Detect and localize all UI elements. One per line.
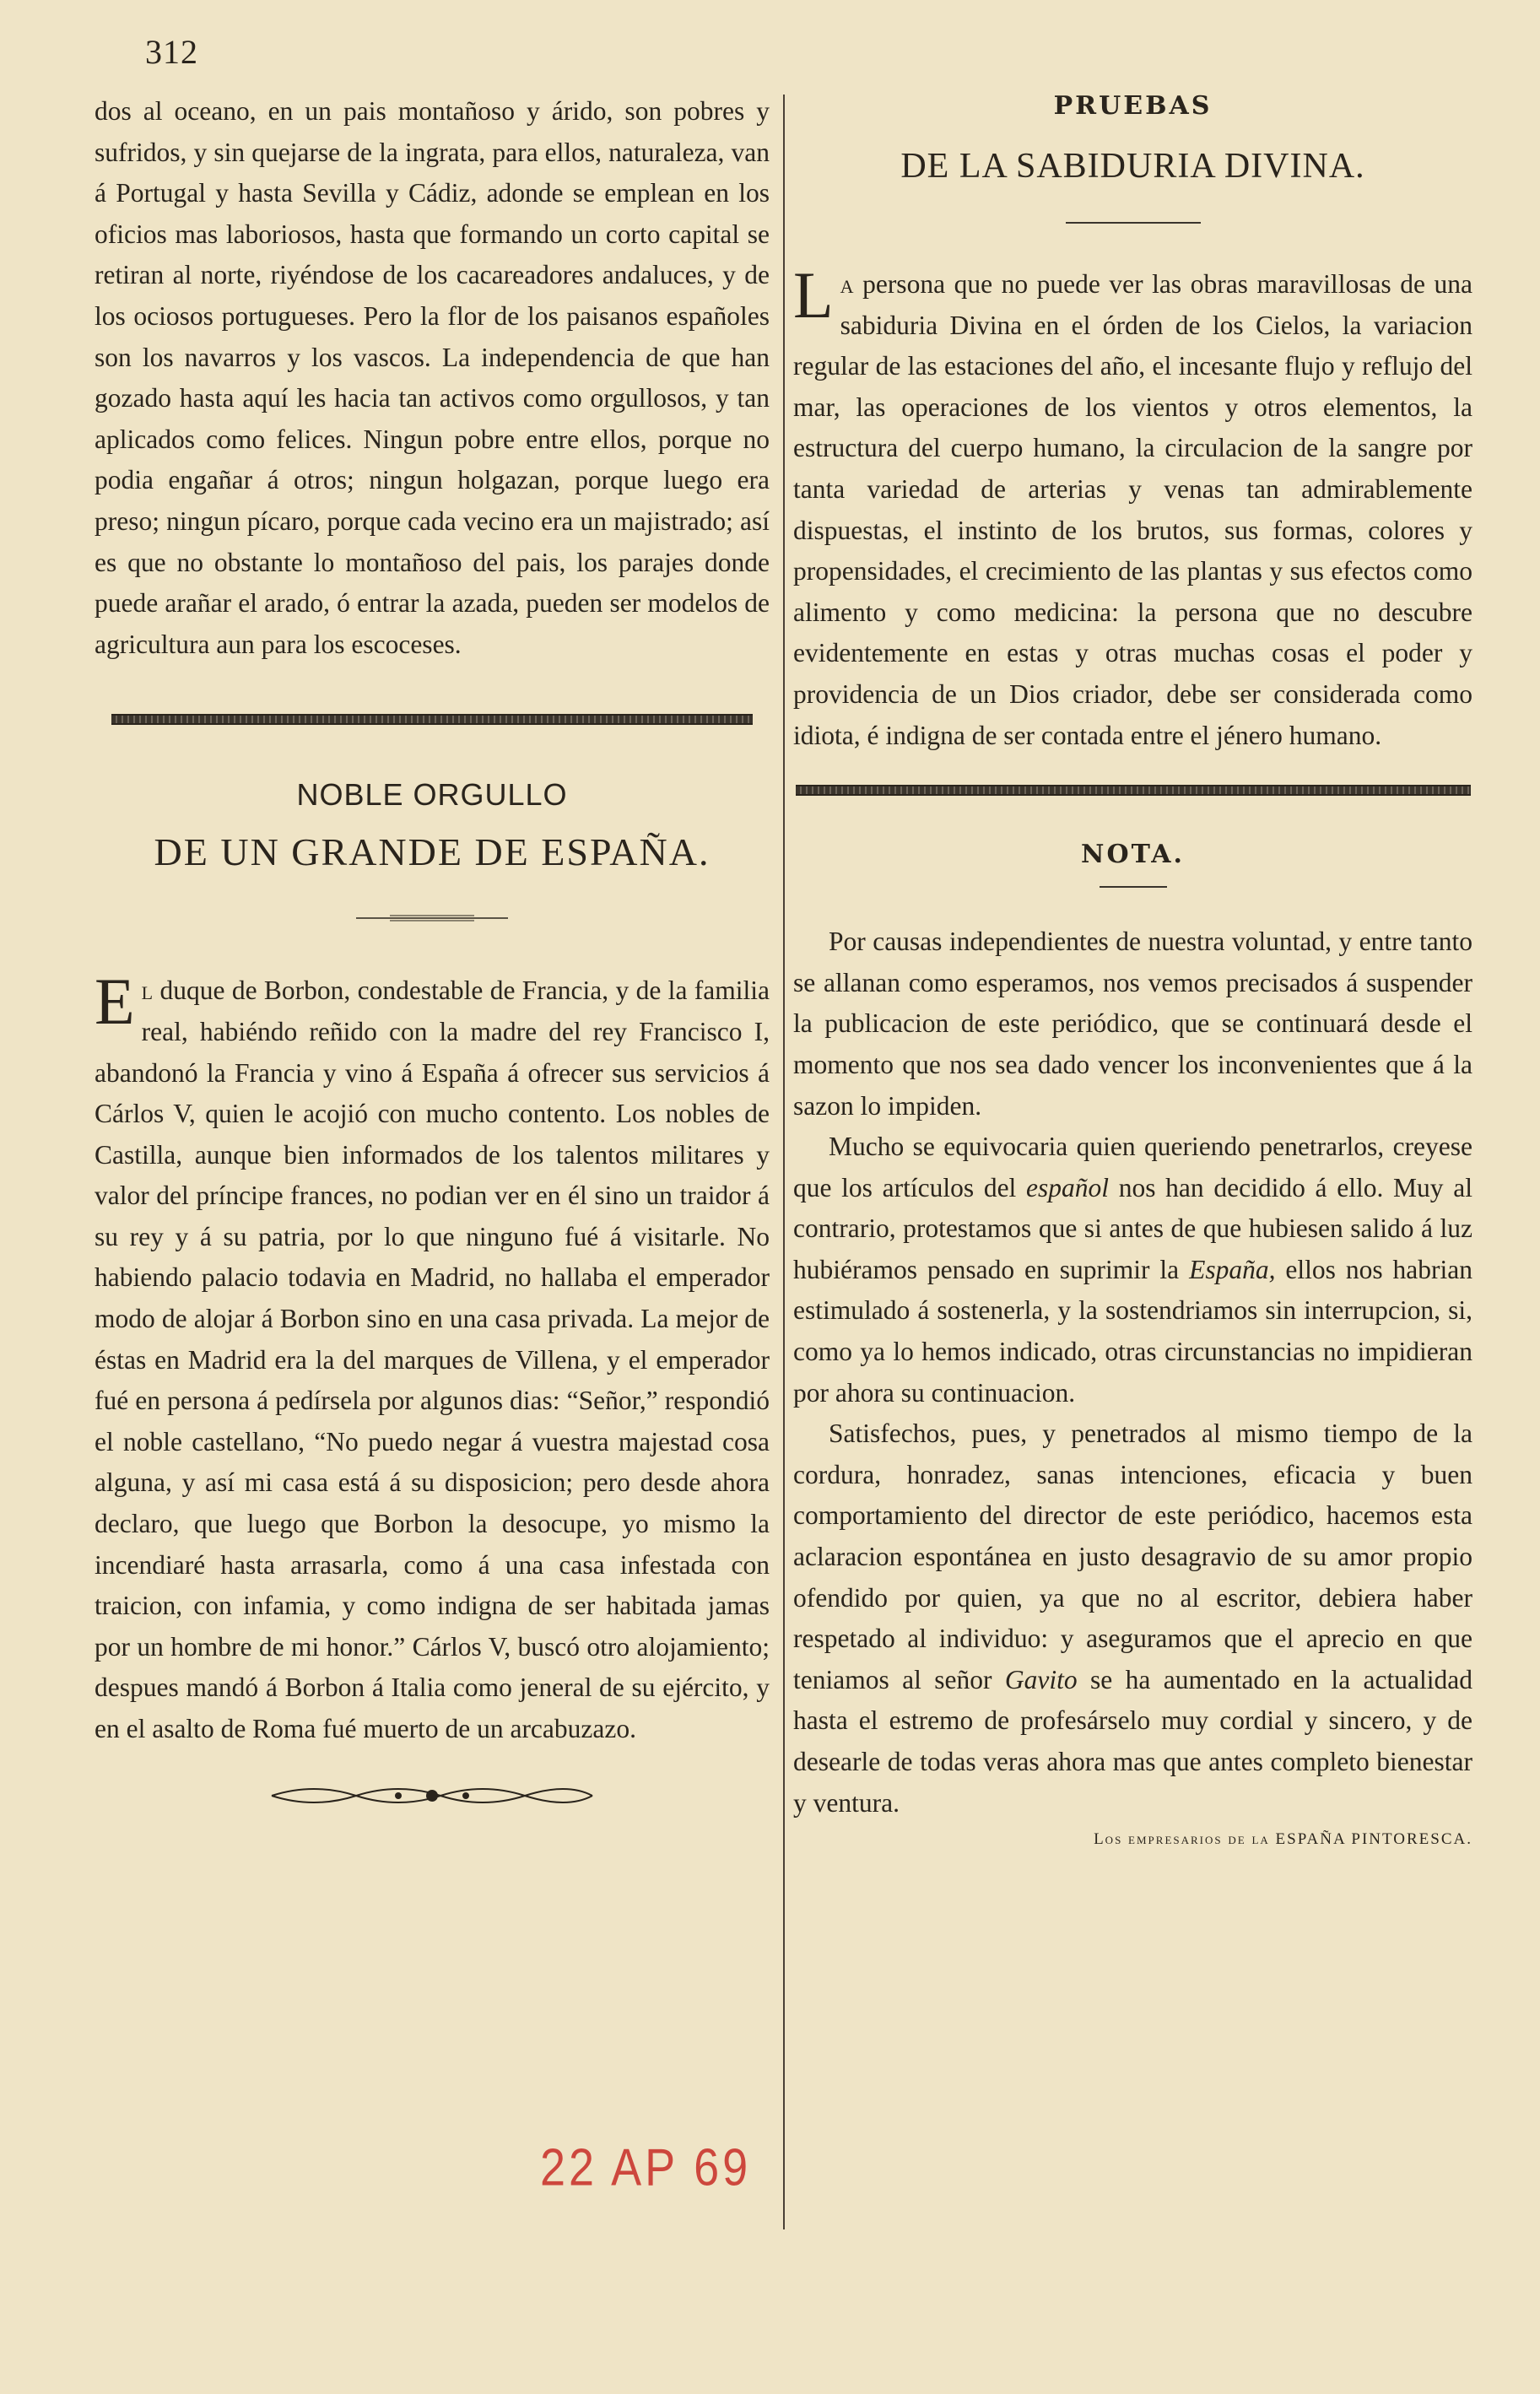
lead-letter: a	[840, 269, 854, 299]
signature: Los empresarios de la ESPAÑA PINTORESCA.	[1094, 1830, 1472, 1849]
section-heading-gothic: PRUEBAS	[1053, 91, 1213, 121]
nota-text: Mucho se equivocaria quien queriendo penetrarlos, creyese que los artículos del	[793, 1132, 1472, 1202]
nota-paragraph	[793, 1127, 1472, 1413]
nota-italic: Gavito	[1004, 1664, 1078, 1694]
column-divider	[783, 95, 785, 2229]
nota-text: Satisfechos, pues, y penetrados al mismo tiempo de la cordura, honradez, sanas intenciones, eficacia y buen comportamiento del director de este periódico, hacemos esta aclaracion espontánea en justo desagravio de su amor propio ofendido por quien, ya que no al escritor, debiera haber respetado al individuo: y aseguramos que el aprecio en que teniamos al señor	[793, 1419, 1472, 1694]
nota-text: nos han decidido á ello. Muy al contrario, protestamos que si antes de que hubiesen salido á luz hubiéramos pensado en suprimir la	[793, 1172, 1472, 1284]
right-column	[793, 91, 1472, 1849]
nota-paragraph	[793, 1413, 1472, 1824]
section-heading: DE LA SABIDURIA DIVINA.	[900, 147, 1365, 186]
nota-heading: NOTA.	[1081, 840, 1185, 870]
article-body: duque de Borbon, condestable de Francia, y de la familia real, habiéndo reñido con la madre del rey Francisco I, abandonó la Francia y vino á España á ofrecer sus servicios á Cárlos V, quien le acojió con mucho contento. Los nobles de Castilla, aunque bien informados de los talentos militares y valor del príncipe frances, no podian ver en él sino un traidor á su rey y á su patria, por lo que ninguno fué á visitarle. No habiendo palacio todavia en Madrid, no hallaba el emperador modo de alojar á Borbon sino en una casa privada. La mejor de éstas en Madrid era la del marques de Villena, y el emperador fué en persona á pedírsela por algunos dias: “Señor,” respondió el noble castellano, “No puedo negar á vuestra majestad cosa alguna, y así mi casa está á su disposicion; pero desde ahora declaro, que luego que Borbon la desocupe, yo mismo la incendiaré hasta arrasarla, como á una casa infestada con traicion, con infamia, y como indigna de ser habitada jamas por un hombre de mi honor.” Cárlos V, buscó otro alojamiento; despues mandó á Borbon á Italia como jeneral de su ejército, y en el asalto de Roma fué muerto de un arcabuzazo.	[95, 975, 770, 1743]
drop-cap: E	[95, 965, 135, 1039]
tailpiece-ornament	[263, 1779, 601, 1813]
nota-text: se ha aumentado en la actualidad hasta el estremo de profesárselo muy cordial y sincero, y de desearle de todas veras ahora mas que antes completo bienestar y ventura.	[793, 1664, 1472, 1818]
section-rule	[111, 714, 753, 725]
title-ornament	[356, 913, 508, 923]
nota-italic: España,	[1189, 1254, 1276, 1284]
article-title-line-1: NOBLE ORGULLO	[296, 777, 568, 813]
nota-paragraph: Por causas independientes de nuestra voluntad, y entre tanto se allanan como esperamos, nos vemos precisados á suspender la publicacion de este periódico, que se continuará desde el momento que nos sea dado vencer los inconvenientes que á la sazon lo impiden.	[793, 927, 1472, 1121]
nota-text: ellos nos habrian estimulado á sostenerla, y la sostendriamos sin interrupcion, si, como ya lo hemos indicado, otras circunstancias no impidieran por ahora su continuacion.	[793, 1254, 1472, 1408]
lead-letter: l	[141, 975, 154, 1006]
article-paragraph	[95, 965, 770, 1749]
left-column	[95, 91, 770, 1813]
sabiduria-body: persona que no puede ver las obras maravillosas de una sabiduria Divina en el órden de los Cielos, la variacion regular de las estaciones del año, el incesante flujo y reflujo del mar, las operaciones de los vientos y otros elementos, la estructura del cuerpo humano, la circulacion de la sangre por tanta variedad de arterias y venas tan admirablemente dispuestas, el instinto de los brutos, sus formas, colores y propensidades, el crecimiento de las plantas y sus efectos como alimento y como medicina: la persona que no descubre evidentemente en estas y otras muchas cosas el poder y providencia de un Dios criador, debe ser considerada como idiota, é indigna de ser contada entre el jénero humano.	[793, 269, 1472, 750]
section-rule	[796, 785, 1471, 796]
nota-italic: español	[1026, 1172, 1110, 1202]
article-title-line-2: DE UN GRANDE DE ESPAÑA.	[154, 830, 711, 874]
sabiduria-paragraph	[793, 258, 1472, 756]
drop-cap: L	[793, 258, 834, 332]
continued-paragraph: dos al oceano, en un pais montañoso y árido, son pobres y sufridos, y sin quejarse de la ingrata, para ellos, naturaleza, van á Portugal y hasta Sevilla y Cádiz, adonde se emplean en los oficios mas laboriosos, hasta que formando un corto capital se retiran al norte, riyéndose de los cacareadores andaluces, y de los ociosos portugueses. Pero la flor de los paisanos españoles son los navarros y los vascos. La independencia de que han gozado hasta aquí les hacia tan activos como orgullosos, y tan aplicados como felices. Ningun pobre entre ellos, porque no podia engañar á otros; ningun holgazan, porque luego era preso; ningun pícaro, porque cada vecino era un majistrado; así es que no obstante lo montañoso del pais, los parajes donde puede arañar el arado, ó entrar la azada, pueden ser modelos de agricultura aun para los escoceses.	[95, 96, 770, 659]
library-date-stamp: 22 AP 69	[540, 2138, 752, 2197]
page-number: 312	[145, 33, 198, 71]
